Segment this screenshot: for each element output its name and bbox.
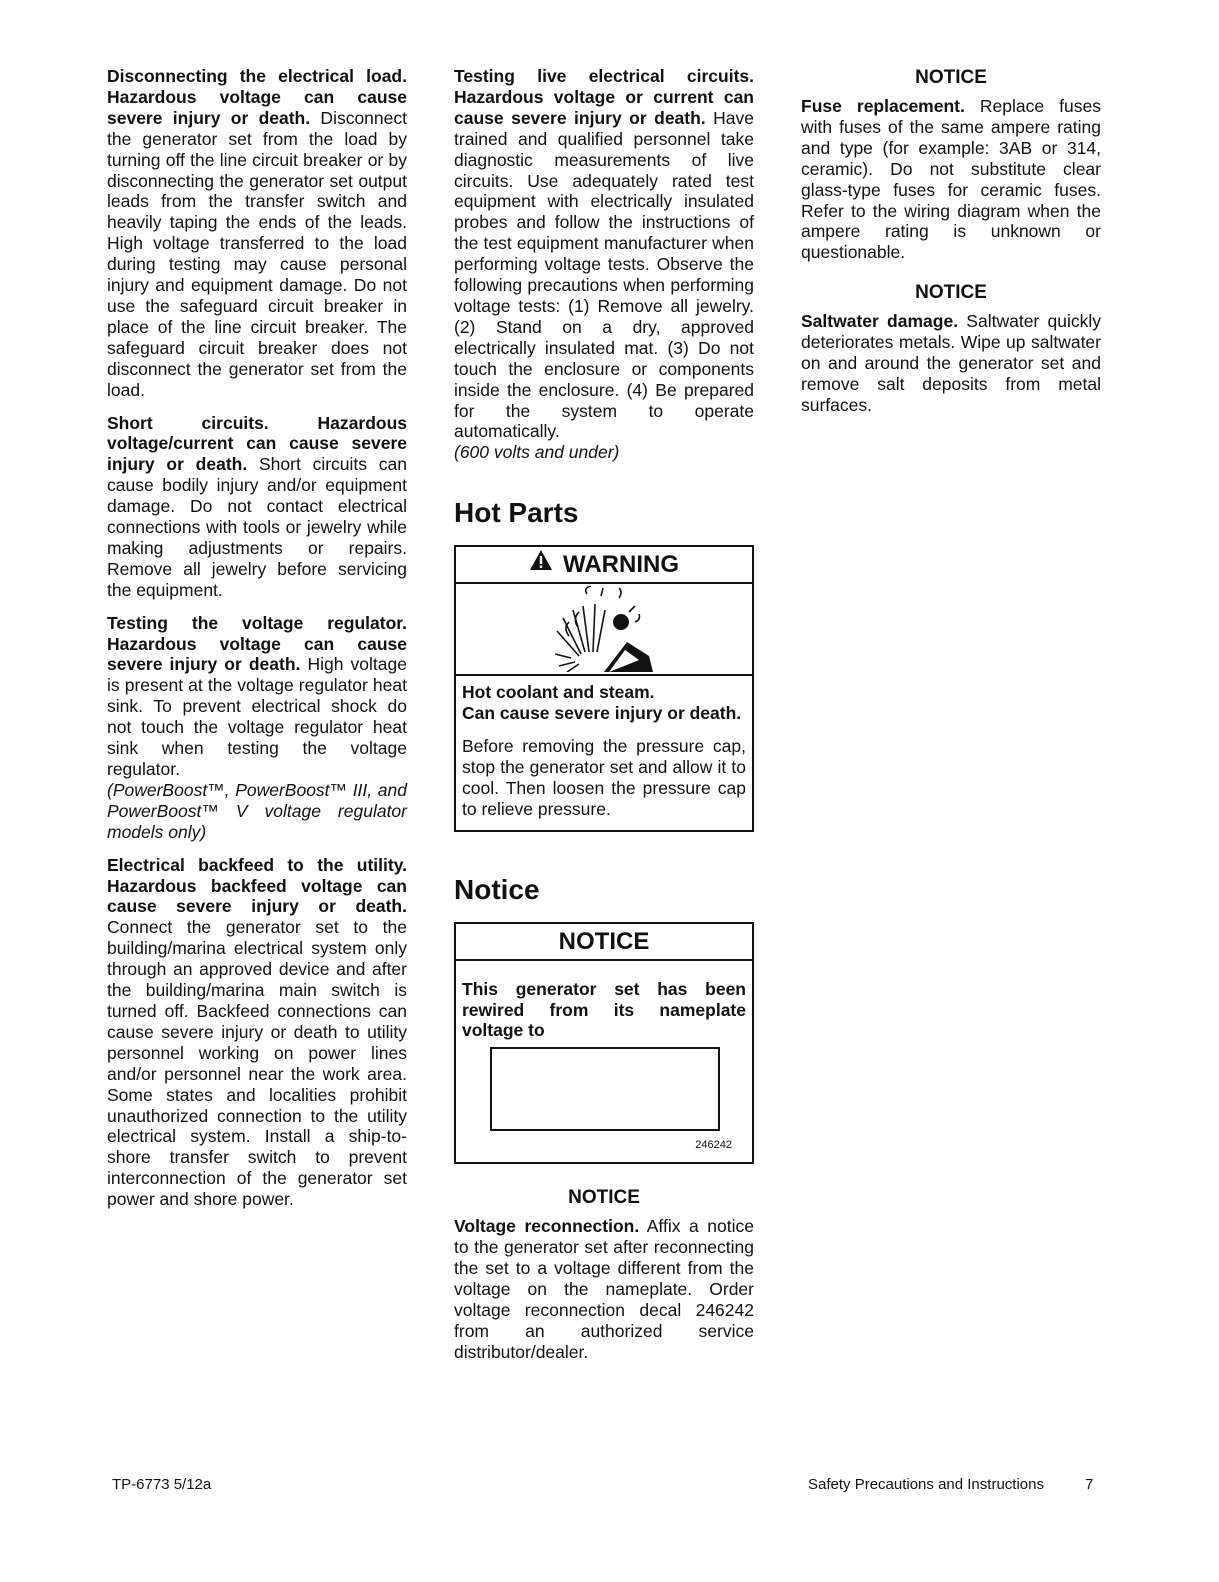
para-text: High voltage is present at the voltage regulator heat sink. To prevent electrical shock do not touch the voltage regulator heat sink when testing the voltage regulator. [107,654,407,779]
column-2 [454,66,754,1375]
hot-steam-hazard-icon [456,584,752,676]
para-italic-note: (PowerBoost™, PowerBoost™ III, and PowerBoost™ V voltage regulator models only) [107,779,407,842]
para-text: Have trained and qualified personnel take diagnostic measurements of live circuits. Use adequately rated test equipment with electrically insulated probes and follow the instructions of the test equipment manufacturer when performing voltage tests. Observe the following precautions when performing voltage tests: (1) Remove all jewelry. (2) Stand on a dry, approved electrically insulated mat. (3) Do not touch the enclosure or components inside the enclosure. (4) Be prepared for the system to operate automatically. [454,107,754,442]
para-title: Testing the voltage regulator. Hazardous voltage can cause severe injury or death. [107,612,407,675]
warning-hazard [462,682,746,724]
warning-triangle-icon [529,546,553,581]
section-title-hot-parts: Hot Parts [454,497,579,529]
para-text: Connect the generator set to the building/marina electrical system only through an approved device and after the building/marina main switch is turned off. Backfeed connections can cause severe injury or death to utility personnel working on power lines and/or personnel near the work area. Some states and localities prohibit unauthorized connection to the utility electrical system. Install a ship-to-shore transfer switch to prevent interconnection of the generator set power and shore power. [107,917,407,1210]
section-title-notice: Notice [454,873,540,905]
decal-number: 246242 [695,1139,732,1152]
warning-box-header [456,547,752,584]
footer-page-number: 7 [1085,1476,1094,1493]
footer-doc-id: TP-6773 5/12a [112,1476,212,1493]
footer-section: Safety Precautions and Instructions [808,1476,1044,1493]
column-3 [801,66,1101,428]
warning-box-body [456,676,752,829]
notice-decal-box [454,922,754,1165]
para-title: Fuse replacement. [801,96,965,116]
notice-label-saltwater: NOTICE [915,282,987,304]
voltage-entry-field [490,1047,720,1131]
notice-decal-body [456,961,752,1163]
paragraph-voltage-reconnection [454,1216,754,1362]
para-title: Electrical backfeed to the utility. Hazardous backfeed voltage can cause severe injury or death. [107,854,407,917]
notice-label-voltage: NOTICE [568,1187,640,1209]
para-text: Affix a notice to the generator set after reconnecting the set to a voltage different from the voltage on the nameplate. Order voltage reconnection decal 246242 from an authorized service distributor/dealer. [454,1216,754,1362]
warning-box [454,545,754,831]
warning-label: WARNING [563,551,679,579]
paragraph-fuse-replacement [801,96,1101,263]
paragraph-disconnecting-load [107,66,407,401]
para-title: Testing live electrical circuits. Hazardous voltage or current can cause severe injury or death. [454,66,754,128]
para-text: Replace fuses with fuses of the same ampere rating and type (for example: 3AB or 314, ceramic). Do not substitute clear glass-type fuses for ceramic fuses. Refer to the wiring diagram when the ampere rating is unknown or questionable. [801,96,1101,263]
notice-decal-text: This generator set has been rewired from its nameplate voltage to [462,978,746,1041]
para-italic-note: (600 volts and under) [454,442,620,463]
paragraph-short-circuits [107,413,407,601]
warning-hazard-line1: Hot coolant and steam. [462,682,655,703]
paragraph-testing-regulator [107,613,407,843]
paragraph-backfeed [107,855,407,1210]
paragraph-saltwater [801,311,1101,416]
notice-decal-header: NOTICE [456,924,752,961]
warning-hazard-line2: Can cause severe injury or death. [462,703,742,724]
para-text: Disconnect the generator set from the load by turning off the line circuit breaker or by disconnecting the generator set output leads from the transfer switch and heavily taping the ends of the leads. High voltage transferred to the load during testing may cause personal injury and equipment damage. Do not use the safeguard circuit breaker in place of the line circuit breaker. The safeguard circuit breaker does not disconnect the generator set from the load. [107,107,407,400]
notice-label-fuse: NOTICE [915,67,987,88]
para-text: Short circuits can cause bodily injury and/or equipment damage. Do not contact electrical connections with tools or jewelry while making adjustments or repairs. Remove all jewelry before servicing the equipment. [107,454,408,600]
para-title: Short circuits. Hazardous voltage/current can cause severe injury or death. [107,412,407,475]
warning-text: Before removing the pressure cap, stop the generator set and allow it to cool. Then loosen the pressure cap to relieve pressure. [462,736,746,819]
para-title: Saltwater damage. [801,311,959,332]
paragraph-testing-live-circuits [454,66,754,463]
column-1 [107,66,407,1222]
para-text: Saltwater quickly deteriorates metals. Wipe up saltwater on and around the generator set and remove salt deposits from metal surfaces. [801,311,1101,415]
para-title: Disconnecting the electrical load. Hazardous voltage can cause severe injury or death. [107,66,407,128]
para-title: Voltage reconnection. [454,1216,640,1237]
